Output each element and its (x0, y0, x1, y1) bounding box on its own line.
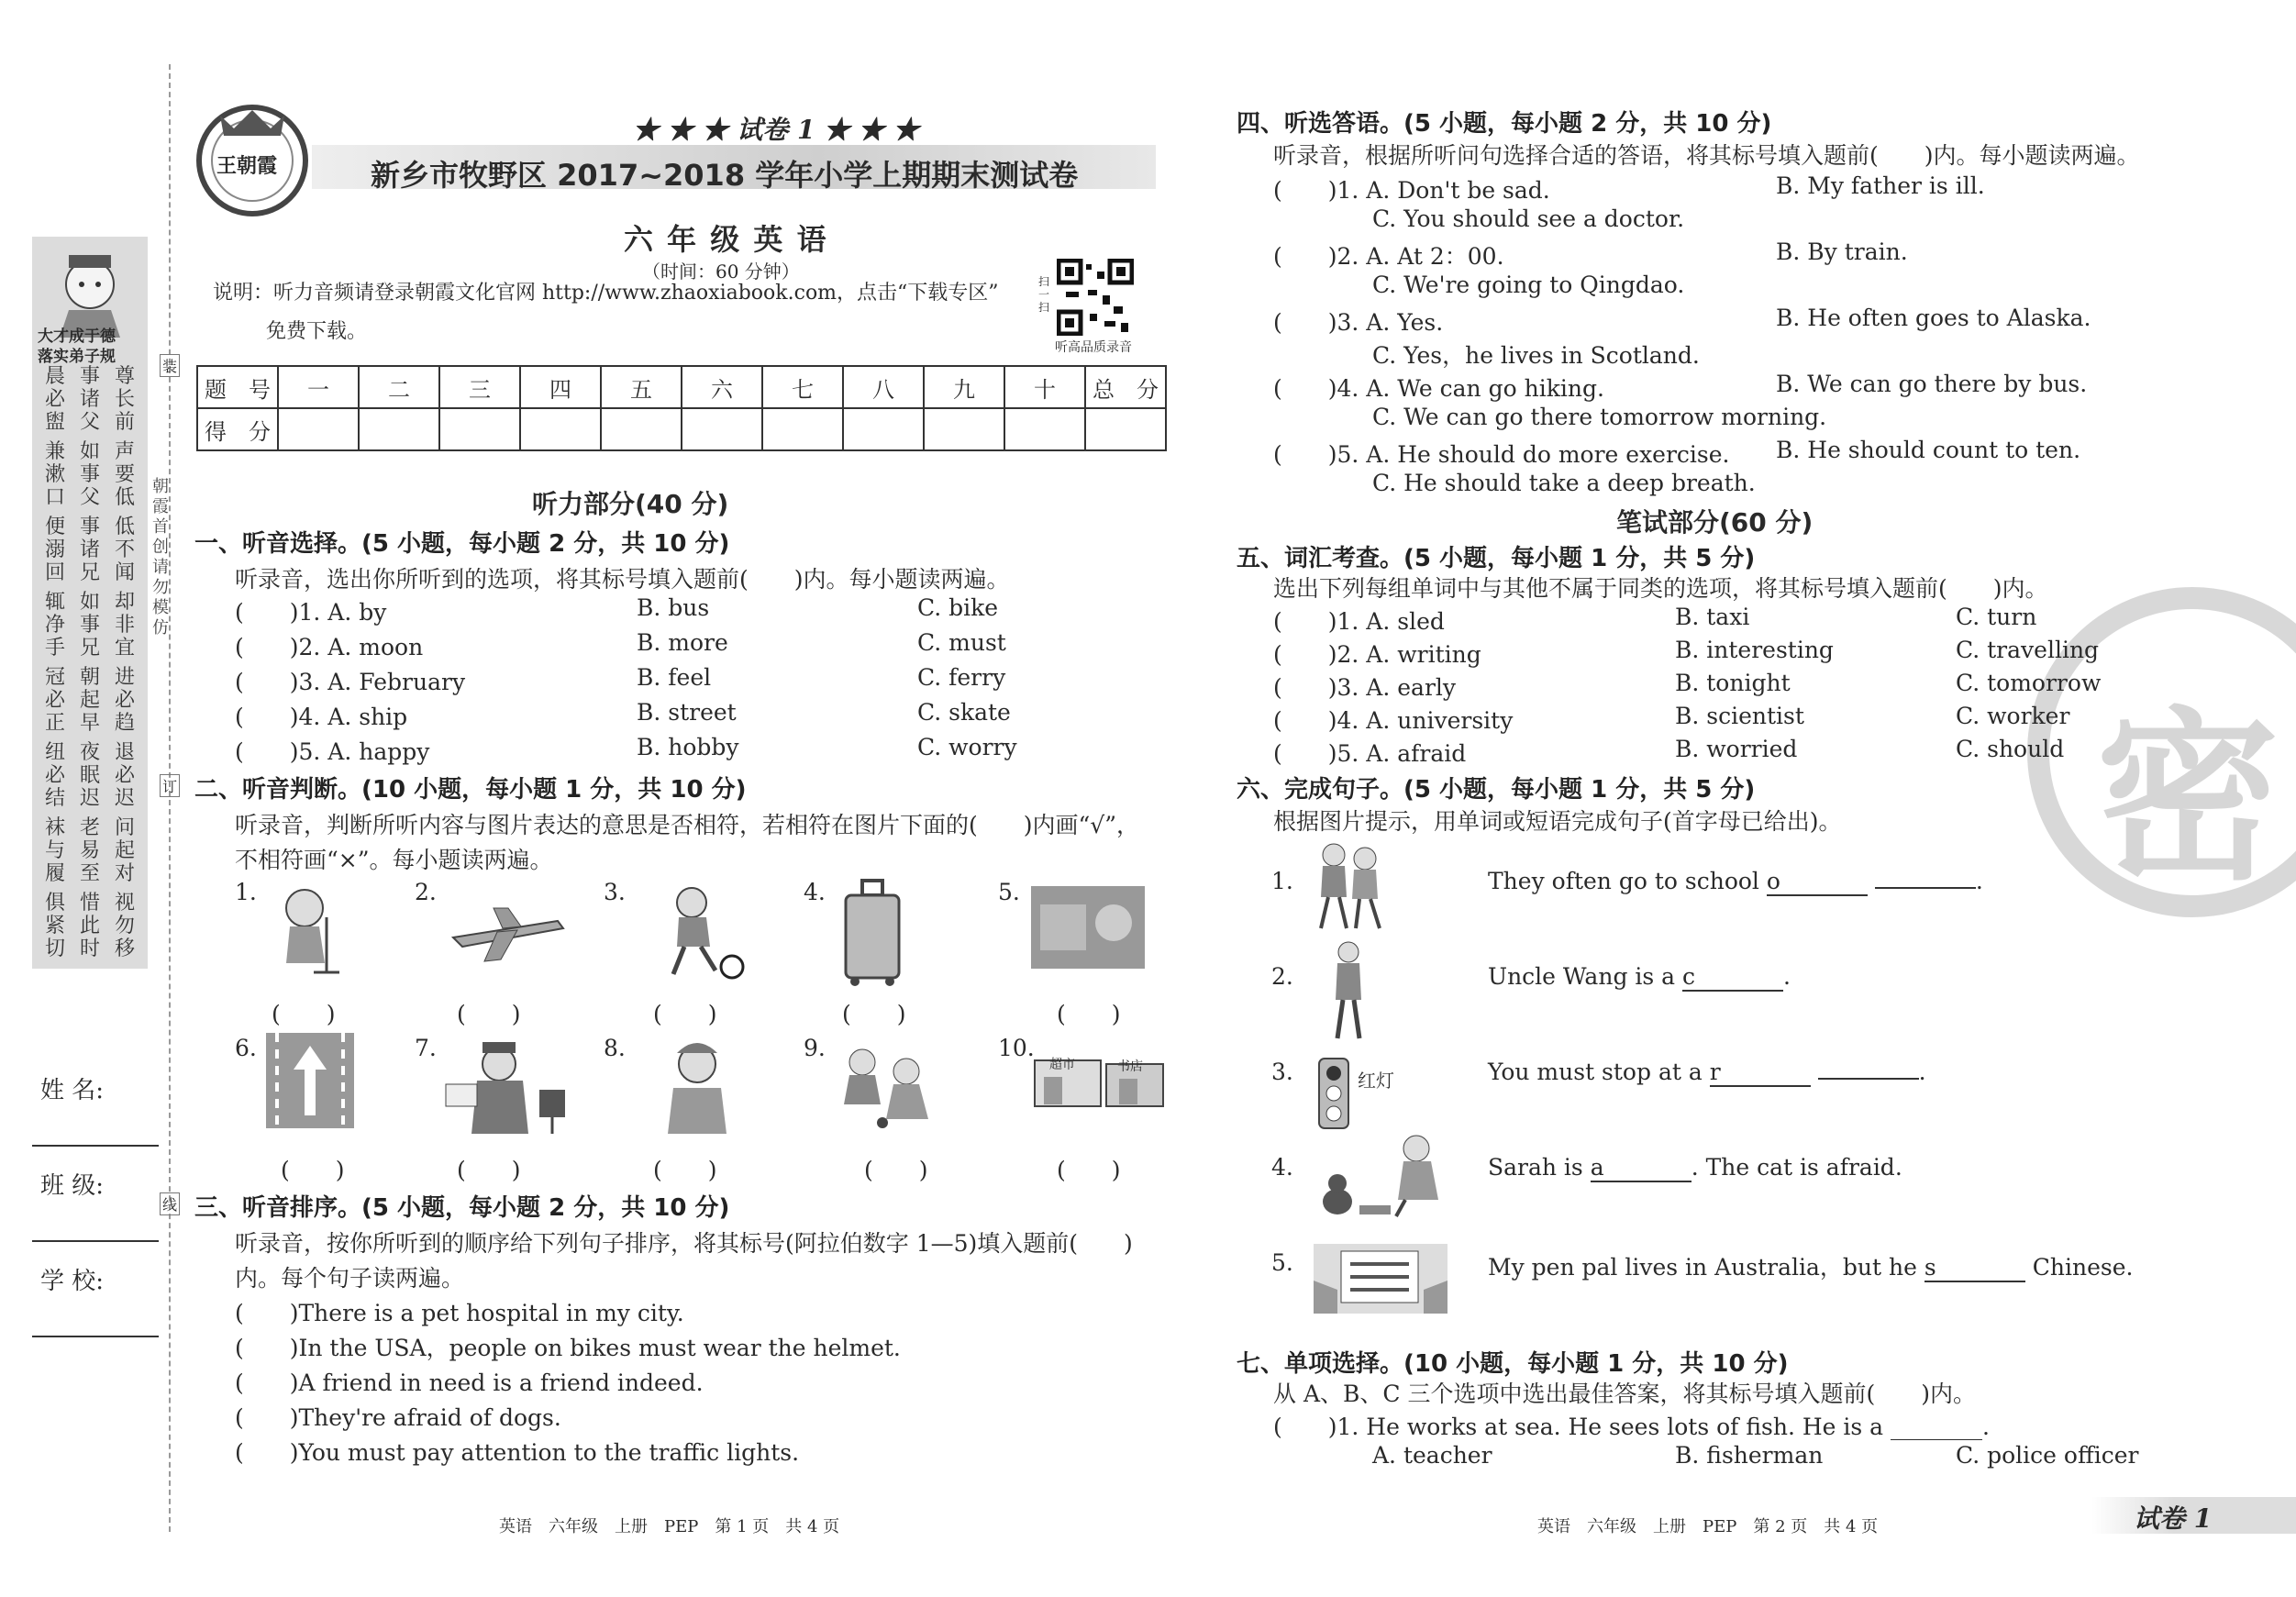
picture-one-way-arrow (266, 1033, 354, 1128)
s6-first-letter: s (1924, 1254, 1936, 1281)
s1-item-c[interactable]: C. skate (917, 699, 1011, 726)
poem-phrase: 纽必结 (44, 741, 65, 810)
poem-phrase: 夜眠迟 (79, 741, 100, 810)
s2-answer-paren[interactable]: ( ) (1057, 1157, 1121, 1183)
s1-item-a[interactable]: ( )5. A. happy (235, 738, 430, 765)
s4-option-a[interactable]: ( )4. A. We can go hiking. (1273, 375, 1604, 402)
s3-heading: 三、听音排序。(5 小题，每小题 2 分，共 10 分) (194, 1194, 730, 1222)
s5-option-b[interactable]: B. taxi (1675, 604, 1750, 630)
s1-item-c[interactable]: C. ferry (917, 664, 1006, 691)
s6-sentence-start: Uncle Wang is a (1488, 963, 1683, 990)
s6-sentence (1488, 868, 1983, 896)
poem-phrase: 视勿移 (114, 892, 135, 960)
poem-phrase: 却非宜 (114, 591, 135, 660)
s6-item-number: 1. (1271, 868, 1293, 894)
picture-girl-and-cat (1314, 1132, 1460, 1220)
class-field[interactable] (32, 1240, 159, 1242)
s6-item-number: 4. (1271, 1154, 1293, 1181)
score-cell[interactable] (762, 408, 843, 450)
poem-phrase: 如事父 (79, 440, 100, 509)
poem-phrase: 低不闻 (114, 516, 135, 584)
poem-phrase: 声要低 (114, 440, 135, 509)
footer-left: 英语 六年级 上册 PEP 第 1 页 共 4 页 (499, 1517, 840, 1536)
score-value-row[interactable] (197, 408, 1166, 450)
name-label: 姓 名: (40, 1077, 105, 1104)
s5-option-a[interactable]: ( )1. A. sled (1273, 608, 1445, 635)
s1-item-b[interactable]: B. feel (637, 664, 712, 691)
s2-item-number: 4. (804, 879, 826, 905)
s6-sentence (1488, 1059, 1926, 1087)
s4-option-c[interactable]: C. Yes，he lives in Scotland. (1372, 342, 1700, 369)
s4-option-c[interactable]: C. We can go there tomorrow morning. (1372, 404, 1827, 430)
s6-sentence-end: . (1975, 868, 1983, 894)
s2-item-number: 5. (998, 879, 1020, 905)
s5-option-a[interactable]: ( )2. A. writing (1273, 641, 1481, 668)
s6-answer-blank[interactable] (1924, 1254, 2025, 1282)
score-header-cell: 总 分 (1085, 366, 1166, 408)
binding-line (169, 64, 171, 1532)
s2-item-number: 8. (604, 1035, 626, 1061)
s2-item-number: 1. (235, 879, 257, 905)
s4-instruction: 听录音，根据所听问句选择合适的答语，将其标号填入题前( )内。每小题读两遍。 (1273, 142, 2140, 169)
s2-item-number: 3. (604, 879, 626, 905)
stamp-char: 密 (2096, 690, 2280, 905)
s1-item-b[interactable]: B. bus (637, 594, 710, 621)
subject-title: 六 年 级 英 语 (624, 222, 828, 257)
s2-item-number: 2. (415, 879, 437, 905)
s6-sentence-end: . The cat is afraid. (1691, 1154, 1902, 1181)
s1-item-c[interactable]: C. worry (917, 734, 1017, 760)
s6-sentence-start: You must stop at a (1488, 1059, 1710, 1085)
s6-first-letter: o (1766, 868, 1780, 894)
score-header-cell: 三 (439, 366, 520, 408)
listening-title: 听力部分(40 分) (532, 489, 729, 519)
s1-item-a[interactable]: ( )1. A. by (235, 599, 387, 626)
shop-label-bookstore: 书店 (1117, 1059, 1143, 1074)
s3-sentence[interactable]: ( )A friend in need is a friend indeed. (235, 1370, 704, 1396)
s2-instruction-2: 不相符画“×”。每小题读两遍。 (235, 847, 553, 873)
s6-answer-blank[interactable] (1682, 963, 1783, 992)
score-cell[interactable] (682, 408, 762, 450)
picture-police-officer (444, 1033, 572, 1134)
s4-option-a[interactable]: ( )2. A. At 2：00. (1273, 243, 1504, 270)
qr-caption: 听高品质录音 (1055, 340, 1132, 355)
s5-option-b[interactable]: B. interesting (1675, 637, 1834, 663)
s5-option-c[interactable]: C. worker (1956, 703, 2070, 729)
s1-heading: 一、听音选择。(5 小题，每小题 2 分，共 10 分) (194, 530, 730, 558)
name-field[interactable] (32, 1145, 159, 1147)
shop-label-supermarket: 超市 (1049, 1058, 1075, 1072)
bind-mark-3: 线 (160, 1192, 180, 1215)
picture-walking-kids (1304, 840, 1391, 932)
s6-sentence (1488, 1249, 2133, 1282)
s6-sentence-start: They often go to school (1488, 868, 1767, 894)
s6-answer-blank[interactable] (1591, 1154, 1691, 1182)
poem-phrase: 朝起早 (79, 666, 100, 735)
red-light-label: 红灯 (1358, 1070, 1394, 1092)
picture-boy-football (642, 882, 752, 983)
picture-woman (660, 1033, 734, 1134)
s5-option-b[interactable]: B. worried (1675, 736, 1798, 762)
s5-option-b[interactable]: B. tonight (1675, 670, 1791, 696)
score-header-cell: 六 (682, 366, 762, 408)
school-field[interactable] (32, 1336, 159, 1337)
s4-option-b[interactable]: B. We can go there by bus. (1776, 371, 2088, 397)
score-cell[interactable] (278, 408, 359, 450)
poem-phrase: 惜此时 (79, 892, 100, 960)
score-header-cell: 九 (924, 366, 1004, 408)
s7-q1-option-b[interactable]: B. fisherman (1675, 1442, 1824, 1469)
s4-option-b[interactable]: B. My father is ill. (1776, 172, 1985, 199)
footer-right: 英语 六年级 上册 PEP 第 2 页 共 4 页 (1537, 1517, 1879, 1536)
score-row-label: 得 分 (197, 408, 278, 450)
poem-phrase: 兼漱口 (44, 440, 65, 509)
picture-traffic-light (1317, 1057, 1350, 1130)
paper-label-text: 试卷 1 (737, 115, 815, 145)
s6-sentence-end: Chinese. (2024, 1254, 2134, 1281)
poem-phrase: 辄净手 (44, 591, 65, 660)
score-cell[interactable] (924, 408, 1004, 450)
score-header-cell: 四 (520, 366, 601, 408)
s2-answer-paren[interactable]: ( ) (281, 1157, 345, 1183)
bind-mark-1: 装 (160, 354, 180, 377)
s6-sentence-start: Sarah is (1488, 1154, 1591, 1181)
s5-option-a[interactable]: ( )4. A. university (1273, 707, 1514, 734)
s6-item-number: 3. (1271, 1059, 1293, 1085)
brand-name: 王朝霞 (216, 154, 278, 178)
s6-item-number: 2. (1271, 963, 1293, 990)
s6-first-letter: a (1590, 1154, 1604, 1181)
poem-phrase: 老易至 (79, 816, 100, 885)
picture-airplane (448, 895, 567, 969)
note-line-2: 免费下载。 (266, 320, 368, 343)
s6-answer-blank[interactable] (1710, 1059, 1811, 1087)
s4-option-a[interactable]: ( )5. A. He should do more exercise. (1273, 441, 1730, 468)
score-header-cell: 题 号 (197, 366, 278, 408)
picture-singer (262, 881, 354, 981)
score-cell[interactable] (520, 408, 601, 450)
school-label: 学 校: (40, 1268, 105, 1295)
poem-phrase: 退必迟 (114, 741, 135, 810)
s2-item-number: 7. (415, 1035, 437, 1061)
picture-children-playing (829, 1040, 939, 1132)
s2-instruction-1: 听录音，判断所听内容与图片表达的意思是否相符，若相符在图片下面的( )内画“√”， (235, 812, 1140, 838)
s6-answer-blank-2[interactable] (1875, 887, 1976, 889)
s5-option-c[interactable]: C. turn (1956, 604, 2037, 630)
s2-heading: 二、听音判断。(10 小题，每小题 1 分，共 10 分) (194, 776, 747, 804)
poem-phrase: 袜与履 (44, 816, 65, 885)
score-header-cell: 十 (1004, 366, 1085, 408)
s2-answer-paren[interactable]: ( ) (457, 1157, 521, 1183)
score-table (196, 365, 1167, 451)
score-header-cell: 二 (359, 366, 439, 408)
score-header-cell: 五 (601, 366, 682, 408)
score-header-cell: 八 (843, 366, 924, 408)
s6-instruction: 根据图片提示，用单词或短语完成句子(首字母已给出)。 (1273, 808, 1842, 835)
time-limit: （时间：60 分钟） (642, 261, 800, 283)
poem-phrase: 事诸父 (79, 365, 100, 434)
score-header-cell: 一 (278, 366, 359, 408)
class-label: 班 级: (40, 1172, 105, 1200)
s5-option-a[interactable]: ( )5. A. afraid (1273, 740, 1467, 767)
s3-sentence[interactable]: ( )They're afraid of dogs. (235, 1404, 561, 1431)
score-cell[interactable] (1004, 408, 1085, 450)
s6-item-number: 5. (1271, 1249, 1293, 1276)
picture-suitcase (840, 879, 904, 987)
s5-option-c[interactable]: C. travelling (1956, 637, 2100, 663)
score-cell[interactable] (359, 408, 439, 450)
qr-side-text: 扫一扫 (1038, 275, 1050, 314)
s4-option-b[interactable]: B. He often goes to Alaska. (1776, 305, 2091, 331)
poem-phrase: 便溺回 (44, 516, 65, 584)
paper-label: ★ ★ ★ 试卷 1 ★ ★ ★ (633, 115, 919, 145)
s1-item-c[interactable]: C. bike (917, 594, 999, 621)
picture-pen-pal-chinese (1314, 1244, 1447, 1314)
s3-instruction-2: 内。每个句子读两遍。 (235, 1265, 465, 1292)
paper-tab: 试卷 1 (2134, 1503, 2213, 1534)
s5-option-a[interactable]: ( )3. A. early (1273, 674, 1457, 701)
s6-answer-blank[interactable] (1767, 868, 1868, 896)
motto-panel (32, 237, 148, 969)
s6-sentence-end: . (1783, 963, 1791, 990)
poem-phrase: 问起对 (114, 816, 135, 885)
poem-phrase: 俱紧切 (44, 892, 65, 960)
s7-instruction: 从 A、B、C 三个选项中选出最佳答案，将其标号填入题前( )内。 (1273, 1381, 1976, 1407)
s4-option-b[interactable]: B. By train. (1776, 238, 1908, 265)
score-cell[interactable] (439, 408, 520, 450)
poem-phrase: 尊长前 (114, 365, 135, 434)
s1-item-a[interactable]: ( )4. A. ship (235, 704, 408, 730)
s1-item-b[interactable]: B. hobby (637, 734, 739, 760)
writing-title: 笔试部分(60 分) (1616, 507, 1814, 538)
s1-item-b[interactable]: B. more (637, 629, 728, 656)
s2-answer-paren[interactable]: ( ) (842, 1001, 906, 1027)
s4-option-c[interactable]: C. You should see a doctor. (1372, 205, 1685, 232)
s6-first-letter: c (1682, 963, 1696, 990)
qr-code[interactable] (1057, 259, 1134, 336)
copyright-vertical-text: 朝霞首创 请勿模仿 (152, 477, 169, 638)
s4-option-c[interactable]: C. We're going to Qingdao. (1372, 272, 1685, 298)
s2-answer-paren[interactable]: ( ) (653, 1157, 717, 1183)
exam-title: 新乡市牧野区 2017~2018 学年小学上期期末测试卷 (371, 158, 1079, 193)
s3-sentence[interactable]: ( )You must pay attention to the traffic lights. (235, 1439, 800, 1466)
score-header-cell: 七 (762, 366, 843, 408)
s1-item-a[interactable]: ( )3. A. February (235, 669, 466, 695)
poem-phrase: 如事兄 (79, 591, 100, 660)
motto-line-1: 大才成于德 (38, 327, 116, 346)
s5-instruction: 选出下列每组单词中与其他不属于同类的选项，将其标号填入题前( )内。 (1273, 575, 2048, 602)
s3-instruction-1: 听录音，按你所听到的顺序给下列句子排序，将其标号(阿拉伯数字 1—5)填入题前( ) (235, 1230, 1133, 1257)
s7-q1-option-c[interactable]: C. police officer (1956, 1442, 2139, 1469)
s2-answer-paren[interactable]: ( ) (1057, 1001, 1121, 1027)
s3-sentence[interactable]: ( )In the USA，people on bikes must wear the helmet. (235, 1335, 901, 1361)
s5-option-c[interactable]: C. tomorrow (1956, 670, 2102, 696)
s1-instruction: 听录音，选出你所听到的选项，将其标号填入题前( )内。每小题读两遍。 (235, 566, 1010, 593)
s6-answer-blank-2[interactable] (1818, 1078, 1919, 1080)
s2-answer-paren[interactable]: ( ) (864, 1157, 928, 1183)
s1-item-a[interactable]: ( )2. A. moon (235, 634, 424, 660)
s6-sentence-end: . (1918, 1059, 1926, 1085)
s6-sentence-start: My pen pal lives in Australia，but he (1488, 1254, 1924, 1281)
s1-item-c[interactable]: C. must (917, 629, 1006, 656)
s4-option-a[interactable]: ( )3. A. Yes. (1273, 309, 1444, 336)
s6-first-letter: r (1709, 1059, 1721, 1085)
s7-heading: 七、单项选择。(10 小题，每小题 1 分，共 10 分) (1237, 1350, 1789, 1378)
picture-photo (1031, 886, 1145, 969)
s7-q1-option-a[interactable]: A. teacher (1372, 1442, 1492, 1469)
s4-heading: 四、听选答语。(5 小题，每小题 2 分，共 10 分) (1237, 110, 1772, 138)
s5-option-c[interactable]: C. should (1956, 736, 2065, 762)
s2-answer-paren[interactable]: ( ) (272, 1001, 336, 1027)
score-cell[interactable] (601, 408, 682, 450)
s7-question-1: ( )1. He works at sea. He sees lots of fish. He is a ________. (1273, 1414, 1990, 1440)
s2-item-number: 6. (235, 1035, 257, 1061)
s2-item-number: 9. (804, 1035, 826, 1061)
s6-heading: 六、完成句子。(5 小题，每小题 1 分，共 5 分) (1237, 776, 1756, 804)
motto-line-2: 落实弟子规 (38, 348, 116, 366)
picture-uncle-wang (1321, 939, 1376, 1042)
s2-item-number: 10. (998, 1035, 1035, 1061)
s4-option-b[interactable]: B. He should count to ten. (1776, 437, 2081, 463)
s4-option-c[interactable]: C. He should take a deep breath. (1372, 470, 1756, 496)
s1-item-b[interactable]: B. street (637, 699, 737, 726)
s5-heading: 五、词汇考查。(5 小题，每小题 1 分，共 5 分) (1237, 545, 1756, 572)
poem-phrase: 事诸兄 (79, 516, 100, 584)
poem-phrase: 进必趋 (114, 666, 135, 735)
s4-option-a[interactable]: ( )1. A. Don't be sad. (1273, 177, 1550, 204)
s2-answer-paren[interactable]: ( ) (653, 1001, 717, 1027)
poem-phrase: 冠必正 (44, 666, 65, 735)
score-cell[interactable] (1085, 408, 1166, 450)
s2-answer-paren[interactable]: ( ) (457, 1001, 521, 1027)
s5-option-b[interactable]: B. scientist (1675, 703, 1804, 729)
bind-mark-2: 订 (160, 774, 180, 797)
poem-phrase: 晨必盥 (44, 365, 65, 434)
note-line-1: 说明：听力音频请登录朝霞文化官网 http://www.zhaoxiabook.com，点击“下载专区” (213, 282, 999, 305)
score-cell[interactable] (843, 408, 924, 450)
s6-sentence (1488, 1154, 1902, 1182)
score-header-row (197, 366, 1166, 408)
s6-sentence (1488, 963, 1791, 992)
s3-sentence[interactable]: ( )There is a pet hospital in my city. (235, 1300, 684, 1326)
